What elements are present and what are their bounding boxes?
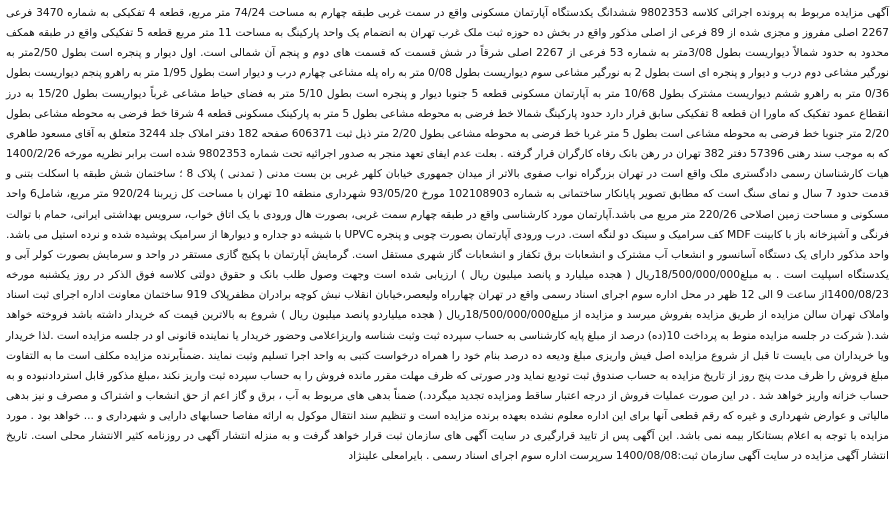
auction-notice-body: آگهی مزایده مربوط به پرونده اجرائی کلاسه 9802353 ششدانگ یکدستگاه آپارتمان مسکونی واقع در سمت غربی طبقه چهارم به مساحت 74/24 متر مربع، قطعه 4 تفکیکی به شماره 3470 فرعی 2267 اصلی مفروز و مجزی شده از 89 فرعی از اصلی مذکور واقع در بخش ده حوزه ثبت ملک غرب تهران به انضمام یک واحد پارکینگ به مساحت 11 متر مربع قطعه 5 تفکیکی واقع در طبقه همکف محدود به حدود شمالاً دیواریست بطول 3/08متر به شماره 53 فرعی از 2267 اصلی شرقاً در شش قسمت که قسمت های دوم و پنجم آن شمالی است. اول دیوار و پنجره است بطول 2/50متر به نورگیر مشاعی دوم درب و دیوار و پنجره ای است بطول 2 به نورگیر مشاعی سوم دیواریست بطول 0/08 متر به راه پله مشاعی چهارم درب و دیوار است بطول 1/95 متر به راهرو پنجم دیواریست بطول 0/36 متر به راهرو ششم دیواریست مشترک بطول 10/68 متر به آپارتمان مسکونی قطعه 5 جنوبا دیوار و پنجره است بطول 5/10 متر به فضای حیاط مشاعی غرباً دیواریست بطول 15/20 به درز انقطاع عمود تفکیک که ماورا ان قطعه 8 تفکیکی سابق قرار دارد حدود پارکینگ شمالا خط فرضی به محوطه مشاعی بطول 5 متر به پارکینک مسکونی قطعه 4 شرقا خط فرضی به محوطه مشاعی بطول 2/20 متر جنوبا خط فرضی به محوطه مشاعی است بطول 5 متر غربا خط فرضی به محوطه مشاعی بطول 2/20 متر ذیل ثبت 606371 صفحه 182 دفتر املاک جلد 3244 متعلق به آقای مسعود طاهری که به موجب سند رهنی 57396 دفتر 382 تهران در رهن بانک رفاه کارگران قرار گرفته . بعلت عدم ایفای تعهد منجر به صدور اجرائیه تحت شماره 9802353 شده است برابر نظریه مورخه 1400/2/26 هیات کارشناسان رسمی دادگستری ملک واقع است در تهران بزرگراه نواب صفوی بالاتر از میدان جمهوری خیابان کلهر غربی بن بست مدنی ( تمدنی ) پلاک 8 ؛ ساختمان شش طبقه با اسکلت بتنی و قدمت حدود 7 سال و نمای سنگ است که مطابق تصویر پایانکار ساختمانی به شماره 102108903 مورخ 93/05/20 شهرداری منطقه 10 تهران با مساحت کل زیربنا 920/24 متر مربع، شامل6 واحد مسکونی و مساحت زمین اصلاحی 220/26 متر مربع می باشد.آپارتمان مورد کارشناسی واقع در طبقه چهارم سمت غربی، بصورت هال ورودی با یک اتاق خواب، سرویس بهداشتی ایرانی، حمام با توالت فرنگی و آشپزخانه باز با کابینت MDF کف سرامیک و سینک دو لنگه است. درب ورودی آپارتمان بصورت چوبی و پنجره UPVC با شیشه دو جداره و دیوارها از سرامیک پوشیده شده و نرده استیل می باشد. واحد مذکور دارای یک دستگاه آسانسور و انشعاب آب مشترک و انشعابات برق تکفاز و انشعابات گاز شهری مستقل است. گرمایش آپارتمان با پکیج گازی مستقر در واحد و سرمایش بصورت کولر آبی و یکدستگاه اسپلیت است . به مبلغ18/500/000/000ریال ( هجده میلیارد و پانصد میلیون ریال ) ارزیابی شده است وجهت وصول طلب بانک و حقوق دولتی کلاسه فوق الذکر در روز یکشنبه مورخه 1400/08/23از ساعت 9 الی 12 ظهر در محل اداره سوم اجرای اسناد رسمی واقع در تهران چهارراه ولیعصر،خیابان انقلاب نبش کوچه برادران مظفرپلاک 919 ساختمان معاونت اداره اجرای ثبت اسناد واملاک تهران سالن مزایده از طریق مزایده بفروش میرسد و مزایده از مبلغ18/500/000/000ریال ( هجده میلیاردو پانصد میلیون ریال ) شروع به بالاترین قیمت که خریدار داشته باشد فروخته خواهد شد.( شرکت در جلسه مزایده منوط به پرداخت 10(ده) درصد از مبلغ پایه کارشناسی به حساب سپرده ثبت وثبت شناسه واریزاعلامی وحضور خریدار یا نماینده قانونی او در جلسه مزایده است .لذا خریدار ویا خریداران می بایست تا قبل از شروع مزایده اصل فیش واریزی مبلغ ودیعه ده درصد بنام خود را همراه درخواست کتبی به واحد اجرا تسلیم وثبت نمایند .ضمناًبرنده مزایده مکلف است ما به التفاوت مبلغ فروش را ظرف مدت پنج روز از تاریخ مزایده به حساب صندوق ثبت تودیع نماید ودر صورتی که ظرف مهلت مقرر مانده فروش را به حساب سپرده ثبت واریز نکند ،مبلغ مذکور قابل استردادنبوده و به حساب خزانه واریز خواهد شد . در این صورت عملیات فروش از درجه اعتبار ساقط ومزایده تجدید میگردد.) ضمناً بدهی های مربوط به آب ، برق و گاز اعم از حق انشعاب و اشتراک و مصرف و نیز بدهی مالیاتی و عوارض شهرداری و غیره که رقم قطعی آنها برای این اداره معلوم نشده بعهده برنده مزایده است و تنظیم سند انتقال موکول به ارائه مفاصا حسابهای دارایی و شهرداری و ... خواهد بود . مورد مزایده با توجه به اعلام بستانکار بیمه نمی باشد. این آگهی پس از تایید قرارگیری در سایت آگهی های سازمان ثبت قرار خواهد گرفت و به منزله انتشار آگهی در روزنامه کثیر الانتشار محلی است. تاریخ انتشار آگهی مزایده در سایت آگهی سازمان ثبت:1400/08/08 سرپرست اداره سوم اجرای اسناد رسمی . بایرامعلی علینژاد xyxy=(6,6,890,463)
